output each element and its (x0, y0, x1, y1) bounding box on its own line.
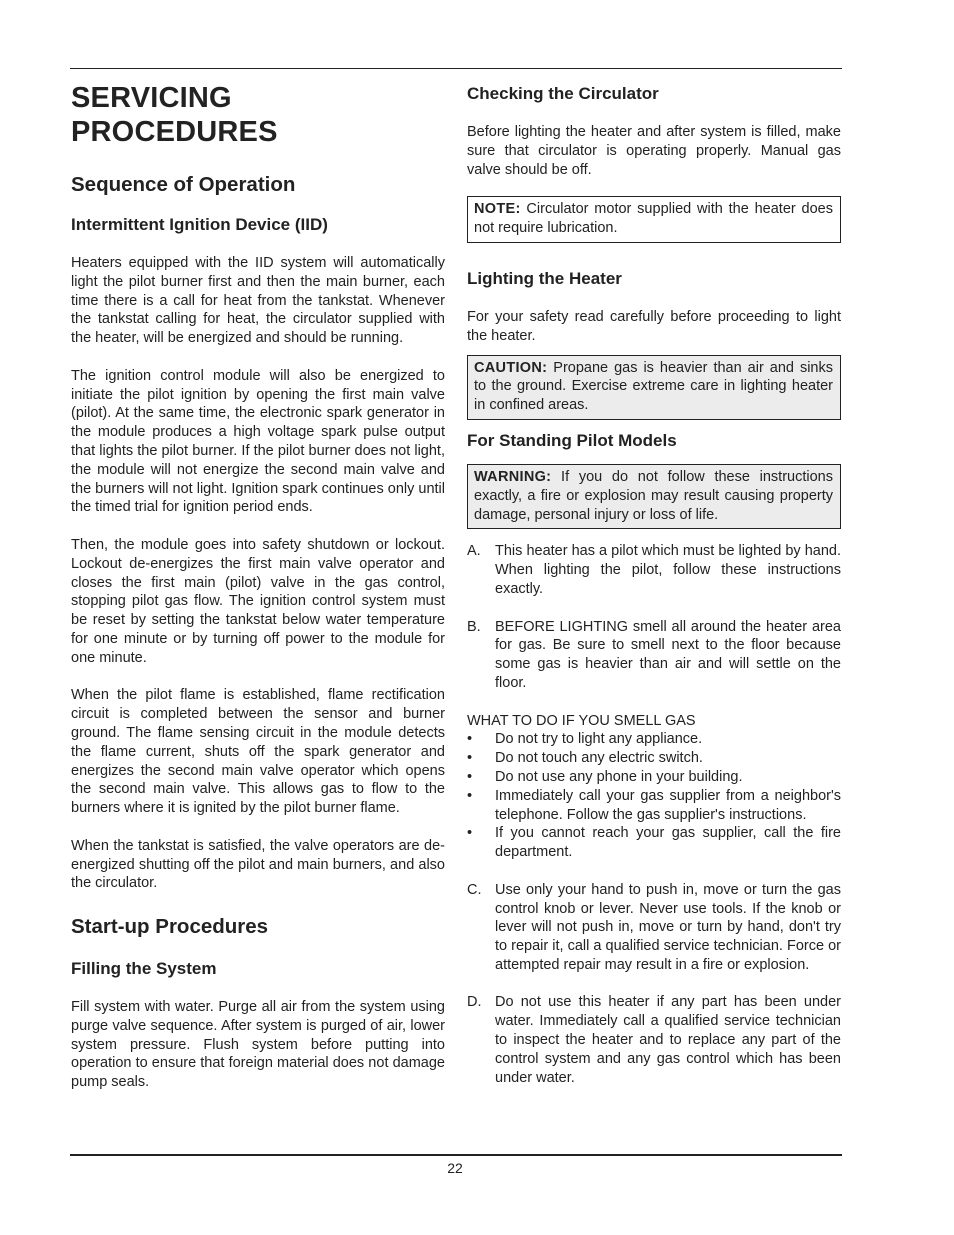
step-d (467, 993, 841, 1087)
filling-paragraph: Fill system with water. Purge all air from the system using purge valve sequence. After system is purged of air, lower system pressure. Flush system before putting into operation to ensure that foreign material does not damage pump seals. (71, 999, 445, 1091)
step-c-marker: C. (467, 881, 482, 898)
bullet-marker: • (467, 750, 473, 767)
note-box (467, 196, 841, 243)
bottom-rule (70, 1154, 842, 1156)
step-c (467, 881, 841, 975)
bullet-marker: • (467, 768, 473, 785)
right-column (467, 76, 841, 1087)
page-title (71, 81, 445, 149)
iid-heading: Intermittent Ignition Device (IID) (71, 215, 328, 234)
startup-heading: Start-up Procedures (71, 915, 269, 939)
bullet-marker: • (467, 825, 473, 842)
bullet-text: Do not touch any electric switch. (495, 750, 703, 767)
smell-gas-list (467, 730, 841, 862)
step-a-marker: A. (467, 543, 481, 560)
top-rule (70, 68, 842, 69)
step-b (467, 618, 841, 693)
page-number: 22 (447, 1160, 463, 1176)
bullet-marker: • (467, 787, 473, 804)
standing-pilot-heading: For Standing Pilot Models (467, 430, 677, 450)
bullet-text: Do not use any phone in your building. (495, 768, 743, 785)
warning-label: WARNING: (474, 468, 552, 485)
note-label: NOTE: (474, 201, 521, 218)
caution-text: Propane gas is heavier than air and sinks to the ground. Exercise extreme care in lighting heater in confined areas. (474, 359, 833, 414)
caution-box (467, 355, 841, 420)
list-item (467, 787, 841, 825)
step-d-text: Do not use this heater if any part has been under water. Immediately call a qualified service technician to inspect the heater and to replace any part of the control system and any gas control which has been under water. (495, 994, 841, 1086)
list-item (467, 824, 841, 862)
list-item (467, 768, 841, 787)
left-column (71, 76, 445, 1092)
circulator-heading: Checking the Circulator (467, 84, 659, 103)
caution-label: CAUTION: (474, 359, 548, 376)
iid-paragraph-4: When the pilot flame is established, flame rectification circuit is completed between the sensor and burner ground. The flame sensing circuit in the module detects the flame current, shuts off the spark generator and energizes the second main valve operator which opens the second main valve. This allows gas to flow to the burners where it is ignited by the pilot burner flame. (71, 687, 445, 817)
iid-paragraph-2: The ignition control module will also be energized to initiate the pilot ignition by opening the first main valve (pilot). At the same time, the electronic spark generator in the module produces a high voltage spark pulse output that lights the pilot burner. If the pilot burner does not light, the module will not energize the second main valve and the burners will not light. Ignition spark continues only until the timed trial for ignition period ends. (71, 367, 445, 516)
step-b-text: BEFORE LIGHTING smell all around the heater area for gas. Be sure to smell next to the floor because some gas is heavier than air and will settle on the floor. (495, 618, 841, 691)
lighting-heading: Lighting the Heater (467, 268, 622, 288)
step-c-text: Use only your hand to push in, move or turn the gas control knob or lever. Never use tools. If the knob or lever will not push in, move or turn by hand, don't try to repair it, call a qualified service technician. Force or attempted repair may result in a fire or explosion. (495, 881, 841, 973)
list-item (467, 749, 841, 768)
step-d-marker: D. (467, 994, 482, 1011)
lighting-steps-ab (467, 542, 841, 692)
step-a-text: This heater has a pilot which must be lighted by hand. When lighting the pilot, follow these instructions exactly. (495, 543, 841, 597)
sequence-heading: Sequence of Operation (71, 173, 296, 196)
iid-paragraph-3: Then, the module goes into safety shutdown or lockout. Lockout de-energizes the first main valve operator and closes the first main (pilot) valve in the gas control, stopping pilot gas flow. The ignition control system must be reset by setting the tankstat below water temperature for one minute or by turning off power to the module for one minute. (71, 536, 445, 666)
filling-heading: Filling the System (71, 959, 217, 979)
warning-text: If you do not follow these instructions exactly, a fire or explosion may result causing property damage, personal injury or loss of life. (474, 468, 833, 523)
iid-paragraph-1: Heaters equipped with the IID system will automatically light the pilot burner first and then the main burner, each time there is a call for heat from the tankstat. Whenever the tankstat calling for heat, the circulator supplied with the heater, will be energized and should be running. (71, 255, 445, 347)
lighting-steps-cd (467, 881, 841, 1088)
step-a (467, 542, 841, 598)
iid-paragraph-5: When the tankstat is satisfied, the valve operators are de-energized shutting off the pilot and main burners, and also the circulator. (71, 837, 445, 892)
lighting-paragraph: For your safety read carefully before proceeding to light the heater. (467, 308, 841, 344)
bullet-text: Immediately call your gas supplier from a neighbor's telephone. Follow the gas supplier's instructions. (495, 787, 841, 823)
smell-gas-heading: WHAT TO DO IF YOU SMELL GAS (467, 712, 696, 729)
step-b-marker: B. (467, 618, 481, 635)
bullet-marker: • (467, 731, 473, 748)
warning-box (467, 464, 841, 529)
bullet-text: If you cannot reach your gas supplier, call the fire department. (495, 825, 841, 861)
circulator-paragraph: Before lighting the heater and after system is filled, make sure that circulator is operating properly. Manual gas valve should be off. (467, 124, 841, 178)
bullet-text: Do not try to light any appliance. (495, 731, 703, 748)
note-text: Circulator motor supplied with the heater does not require lubrication. (474, 201, 833, 237)
title-line-2: PROCEDURES (71, 116, 278, 148)
list-item (467, 730, 841, 749)
title-line-1: SERVICING (71, 82, 232, 114)
